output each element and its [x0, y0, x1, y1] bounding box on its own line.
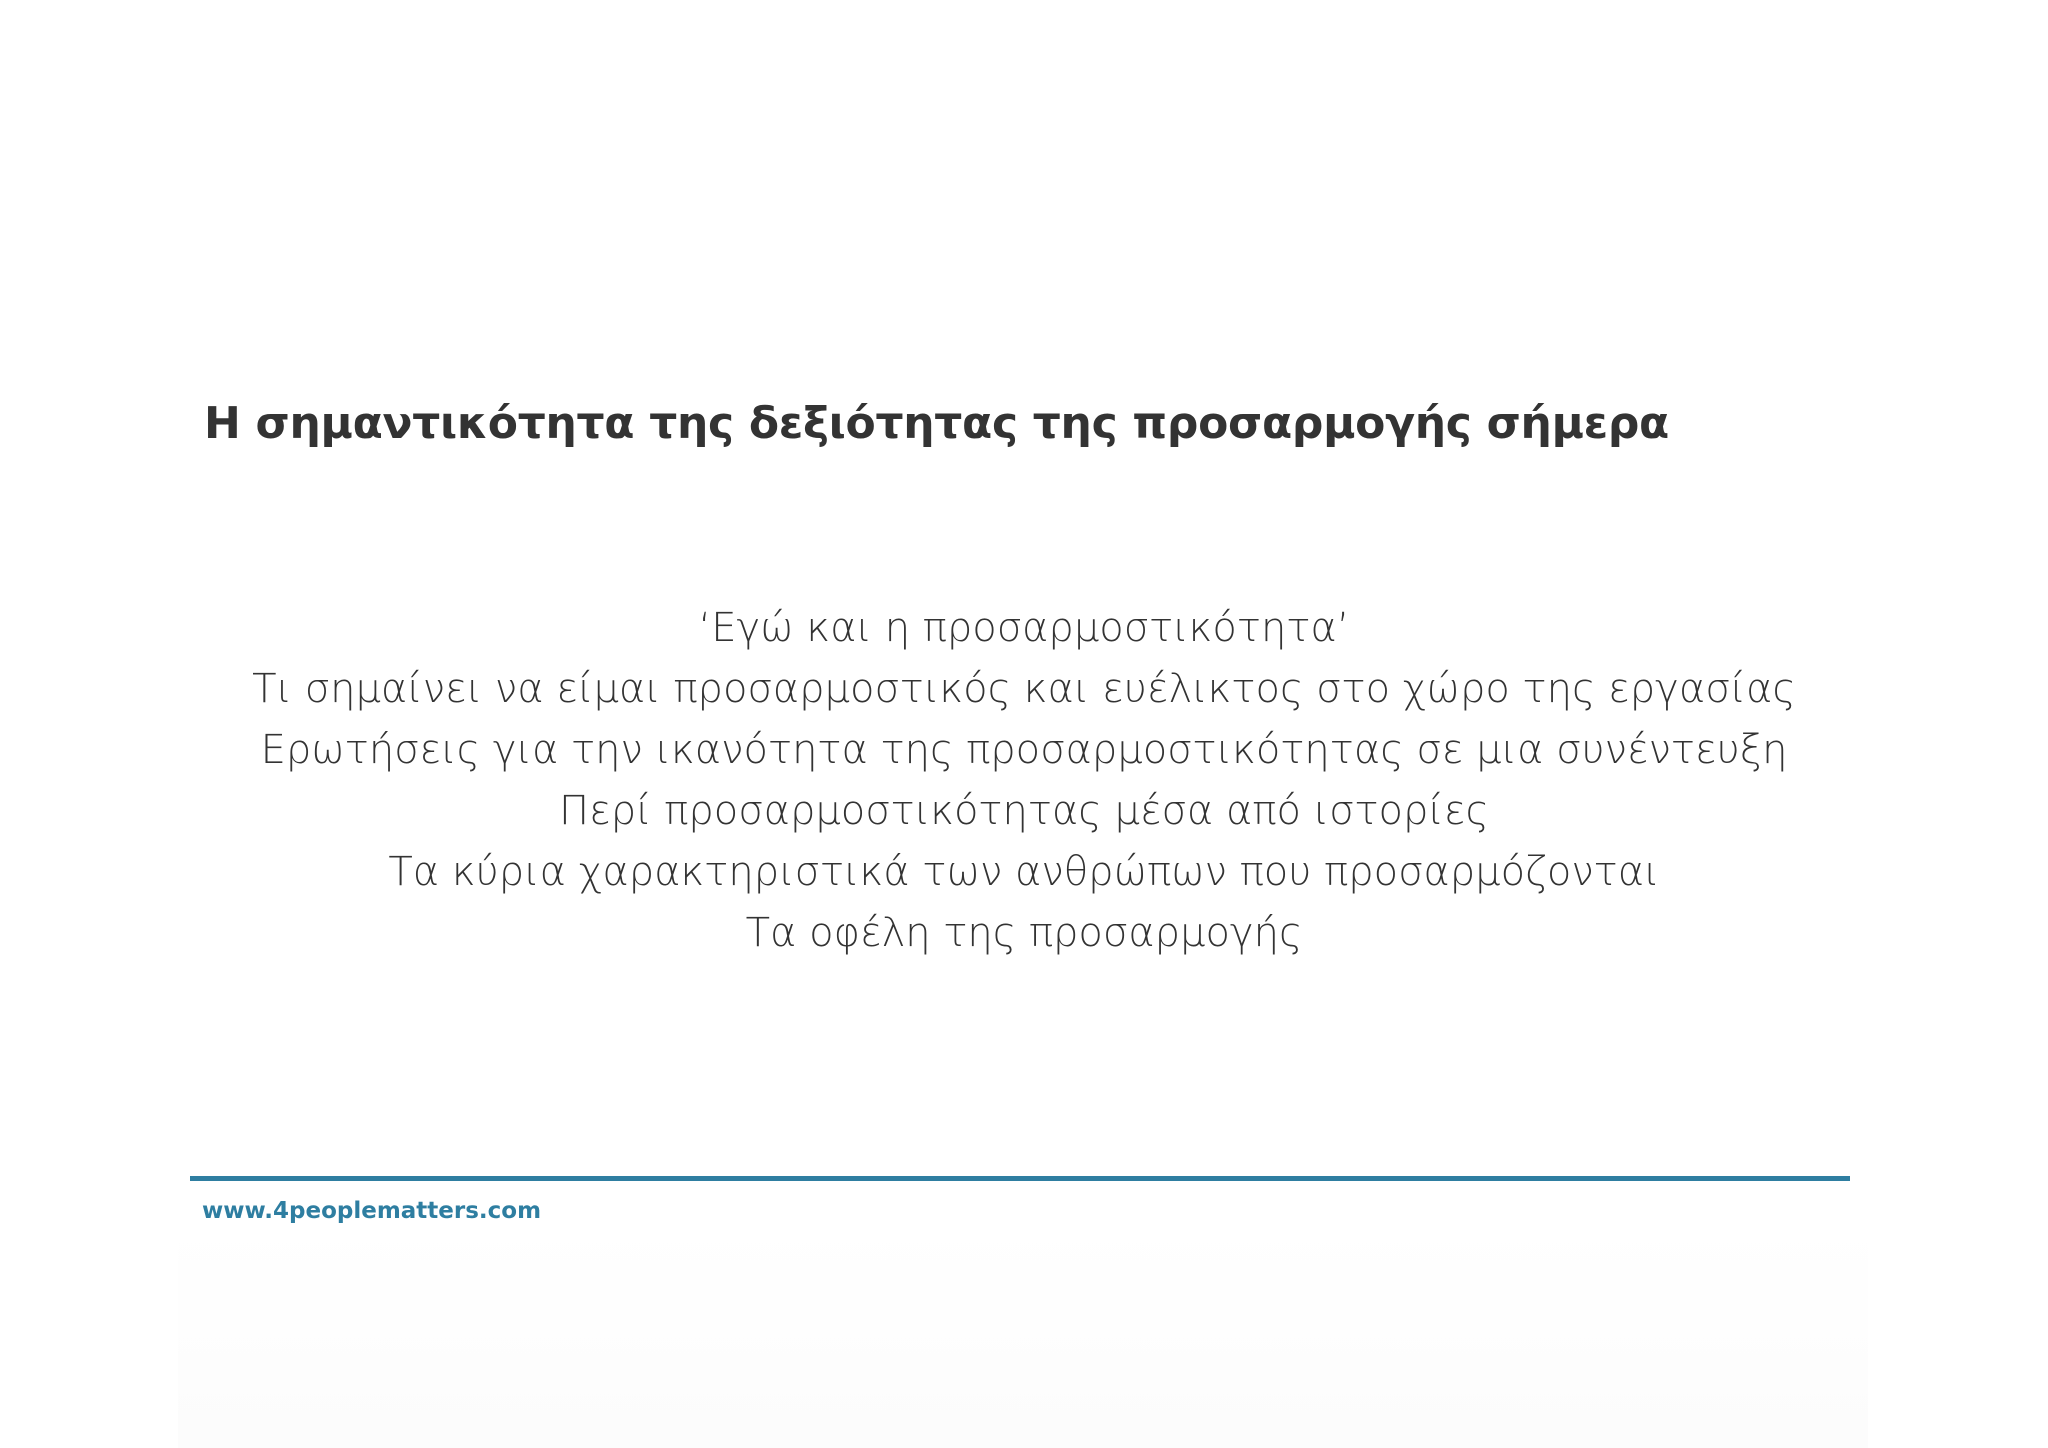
slide-heading: Η σημαντικότητα της δεξιότητας της προσαρμογής σήμερα [204, 398, 1669, 449]
bottom-shade [178, 1224, 1868, 1448]
topic-item: Ερωτήσεις για την ικανότητα της προσαρμοστικότητας σε μια συνέντευξη [260, 727, 1788, 773]
topic-item: Τα οφέλη της προσαρμογής [745, 910, 1303, 956]
topic-item: Τα κύρια χαρακτηριστικά των ανθρώπων που προσαρμόζονται [388, 849, 1660, 895]
topic-item: Τι σημαίνει να είμαι προσαρμοστικός και ευέλικτος στο χώρο της εργασίας [252, 666, 1796, 712]
topic-list [250, 598, 1798, 964]
footer-divider [190, 1176, 1850, 1181]
topic-item: ‘Εγώ και η προσαρμοστικότητα’ [698, 605, 1350, 651]
footer-website-link[interactable]: www.4peoplematters.com [202, 1198, 542, 1224]
topic-item: Περί προσαρμοστικότητας μέσα από ιστορίες [559, 788, 1489, 834]
